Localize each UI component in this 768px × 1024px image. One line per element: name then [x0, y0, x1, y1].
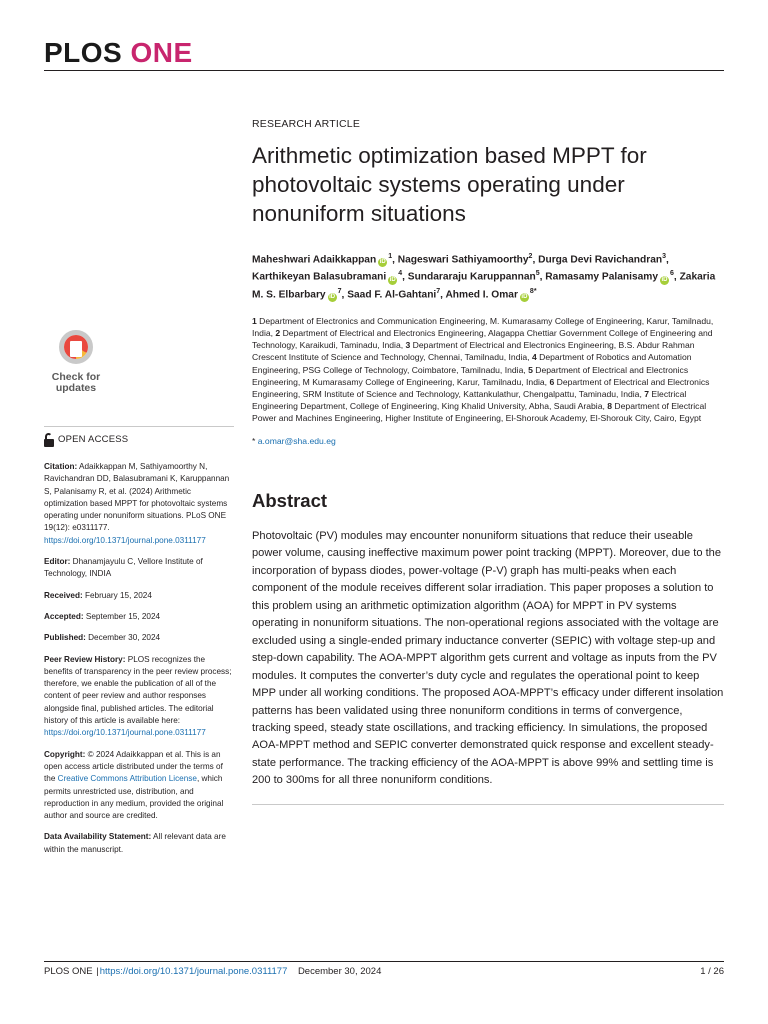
citation: [44, 461, 234, 547]
citation-label: Citation:: [44, 462, 78, 471]
author-affiliation-ref: 6: [670, 270, 674, 278]
affiliation-text: Department of Electrical and Electronics Engineering, M Kumarasamy College of Engineering, Karur, Tamilnadu, India,: [252, 364, 689, 387]
editor-text: Dhanamjayulu C, Vellore Institute of Technology, INDIA: [44, 557, 203, 579]
peer-review-link[interactable]: https://doi.org/10.1371/journal.pone.0311177: [44, 728, 206, 738]
corresponding-email-link[interactable]: a.omar@sha.edu.eg: [257, 436, 336, 447]
published-label: Published:: [44, 633, 86, 643]
abstract-heading: Abstract: [252, 490, 328, 512]
author-name[interactable]: Karthikeyan Balasubramani: [252, 271, 387, 283]
data-availability-label: Data Availability Statement:: [44, 832, 152, 842]
footer-separator: |: [96, 966, 99, 977]
orcid-icon[interactable]: iD: [329, 294, 336, 301]
badge-line1: Check for: [51, 371, 101, 383]
copyright-text-end: , which permits unrestricted use, distribution, and reproduction in any medium, provided the original author and source are credited.: [44, 774, 224, 821]
affiliation-number: 2: [275, 328, 281, 339]
orcid-icon[interactable]: iD: [521, 294, 528, 301]
accepted-date: [44, 611, 234, 623]
data-availability: [44, 831, 234, 856]
open-lock-icon: [44, 433, 54, 447]
published-date: [44, 632, 234, 644]
open-access-text: OPEN ACCESS: [58, 433, 129, 445]
accepted-label: Accepted:: [44, 611, 84, 621]
corresponding-author: [252, 436, 724, 446]
author-affiliation-ref: 5: [535, 270, 540, 278]
author-affiliation-ref: 7: [337, 287, 342, 295]
author-name[interactable]: Ahmed I. Omar: [445, 289, 518, 301]
orcid-icon[interactable]: iD: [661, 276, 668, 283]
author-affiliation-ref: 1: [388, 253, 393, 260]
peer-review-label: Peer Review History:: [44, 654, 126, 664]
author-name[interactable]: Nageswari Sathiyamoorthy: [397, 254, 529, 266]
editor: [44, 556, 234, 581]
article-type: RESEARCH ARTICLE: [252, 118, 361, 130]
orcid-icon[interactable]: iD: [379, 259, 386, 266]
affiliation-number: 5: [528, 364, 533, 375]
affiliations: [252, 315, 724, 424]
footer-date: December 30, 2024: [297, 966, 382, 977]
corresponding-star: *: [252, 436, 256, 447]
abstract-text: Photovoltaic (PV) modules may encounter nonuniform situations that reduce their useable power volume, causing ineffective maximum power point tracking (MPPT). Moreover, due to the incorporation of bypass diodes, power-voltage (P-V) graph has multi-peaks when each component of the module receives different solar irradiation. This paper proposes a solution to this problem using an arithmetic optimization algorithm (AOA) for MPPT in PV systems operating in nonuniform situations. The non-operational regions associated with the voltage are excluded using a single-ended primary inductance converter (SEPIC) with voltage step-up and step-down capability. The AOA-MPPT algorithm gets current and voltage as inputs from the PV modules. It computes the converter’s duty cycle and regulates the operational point to keep MPP under all working conditions. The proposed AOA-MPPT’s efficacy under different insolation patterns has been validated using three nonuniform conditions in terms of convergence, tracking speed, steady state oscillations, and tracking efficiency. In simulations, the proposed AOA-MPPT method and SEPIC converter demonstrated quick response and excellent steady-state performance. The tracking efficiency of the AOA-MPPT is above 99% and settling time is 200 to 300ms for all three nonuniform conditions.: [252, 530, 724, 787]
journal-logo-plos: PLOS: [44, 37, 123, 68]
affiliation-number: 8: [607, 400, 613, 411]
affiliation-text: Department of Electrical and Electronics Engineering, Alagappa Chettiar Government College of Engineering and Technology, Karaikudi, Taminadu, India,: [252, 328, 713, 351]
copyright-label: Copyright:: [44, 749, 86, 759]
citation-doi-link[interactable]: https://doi.org/10.1371/journal.pone.0311177: [44, 535, 206, 545]
peer-review-text: PLOS recognizes the benefits of transparency in the peer review process; therefore, we enable the publication of all of the content of peer review and author responses alongside final, published articles. The editorial history of this article is available here:: [44, 654, 232, 726]
affiliation-number: 1: [252, 316, 257, 327]
article-main: [252, 118, 724, 805]
header-rule: [44, 70, 724, 71]
author-affiliation-ref: 7: [436, 287, 441, 295]
author-affiliation-ref: 2: [528, 253, 533, 260]
author-name[interactable]: Durga Devi Ravichandran: [538, 254, 663, 266]
affiliation-text: Department of Electrical Power and Machines Engineering, Higher Institute of Engineering, El-Shorouk Academy, El-Shorouk City, Cairo, Egypt: [252, 400, 707, 423]
author-affiliation-ref: 8*: [529, 287, 537, 295]
affiliation-number: 4: [531, 352, 537, 363]
sidebar-rule: [44, 426, 234, 427]
license-link[interactable]: Creative Commons Attribution License: [57, 774, 197, 784]
author-affiliation-ref: 4: [398, 270, 403, 278]
author-name[interactable]: Zakaria M. S. Elbarbary: [252, 271, 716, 301]
published-text: December 30, 2024: [85, 633, 161, 643]
received-label: Received:: [44, 590, 83, 600]
affiliation-text: Department of Electrical and Electronics Engineering, SRM Institute of Science and Technology, Kattankulathur, Chengalpattu, Taminadu, India,: [252, 376, 710, 399]
author-name[interactable]: Maheshwari Adaikkappan: [252, 254, 377, 266]
copyright: [44, 749, 234, 823]
journal-logo-one: ONE: [130, 37, 193, 68]
article-sidebar: [44, 431, 234, 865]
bookmark-icon: [70, 341, 82, 357]
badge-line2: updates: [55, 382, 97, 394]
author-affiliation-ref: 3: [662, 253, 667, 260]
citation-text: Adaikkappan M, Sathiyamoorthy N, Ravichandran DD, Balasubramani K, Karuppannan S, Palanisamy R, et al. (2024) Arithmetic optimization based MPPT for photovoltaic systems operating under nonuniform situations. PLoS ONE 19(12): e0311177.: [44, 462, 230, 533]
affiliation-number: 6: [549, 376, 555, 387]
page-footer: [44, 966, 724, 977]
article-title: Arithmetic optimization based MPPT for photovoltaic systems operating under nonuniform situations: [252, 143, 647, 226]
received-text: February 15, 2024: [82, 590, 152, 600]
peer-review-history: [44, 654, 234, 740]
footer-rule: [44, 961, 724, 962]
author-name[interactable]: Sundararaju Karuppannan: [407, 271, 536, 283]
affiliation-text: Department of Electrical and Electronics Engineering, B.S. Abdur Rahman Crescent Institute of Science and Technology, Chennai, Tamilnadu, India,: [252, 340, 695, 363]
footer-doi-link[interactable]: https://doi.org/10.1371/journal.pone.0311177: [99, 966, 288, 977]
page-number: 1 / 26: [700, 966, 724, 977]
received-date: [44, 590, 234, 602]
abstract-rule: [252, 804, 724, 805]
affiliation-number: 7: [644, 388, 650, 399]
check-for-updates-badge[interactable]: [44, 328, 108, 400]
editor-label: Editor:: [44, 557, 71, 567]
copyright-text: © 2024 Adaikkappan et al. This is an open access article distributed under the terms of the: [44, 749, 223, 784]
open-access-label: [44, 433, 234, 447]
orcid-icon[interactable]: iD: [389, 276, 396, 283]
affiliation-number: 3: [405, 340, 411, 351]
affiliation-text: Department of Robotics and Automation Engineering, PSG College of Technology, Coimbatore, Tamilnadu, India,: [252, 352, 692, 375]
journal-logo[interactable]: [44, 38, 193, 68]
author-name[interactable]: Saad F. Al-Gahtani: [347, 289, 437, 301]
author-list: Maheshwari Adaikkappan $iD^1$, Nageswari Sathiyamoorthy$^2$, Durga Devi Ravichandran$^3$, Karthikeyan Balasubramani $iD^4$, Sundararaju Karuppannan$^5$, Ramasamy Palanisamy $iD^6$, Zakaria M. S. Elbarbary $iD^7$, Saad F. Al-Gahtani$^7$, Ahmed I. Omar $iD^{8*}$: [252, 253, 716, 301]
author-name[interactable]: Ramasamy Palanisamy: [545, 271, 658, 283]
footer-journal: PLOS ONE: [44, 966, 93, 977]
affiliation-text: Electrical Engineering Department, College of Engineering, King Khalid University, Abha, Saudi Arabia,: [252, 388, 687, 411]
affiliation-text: Department of Electronics and Communication Engineering, M. Kumarasamy College of Engineering, Karur, Tamilnadu, India,: [252, 316, 714, 339]
data-availability-text: All relevant data are within the manuscript.: [44, 832, 226, 854]
accepted-text: September 15, 2024: [83, 611, 161, 621]
